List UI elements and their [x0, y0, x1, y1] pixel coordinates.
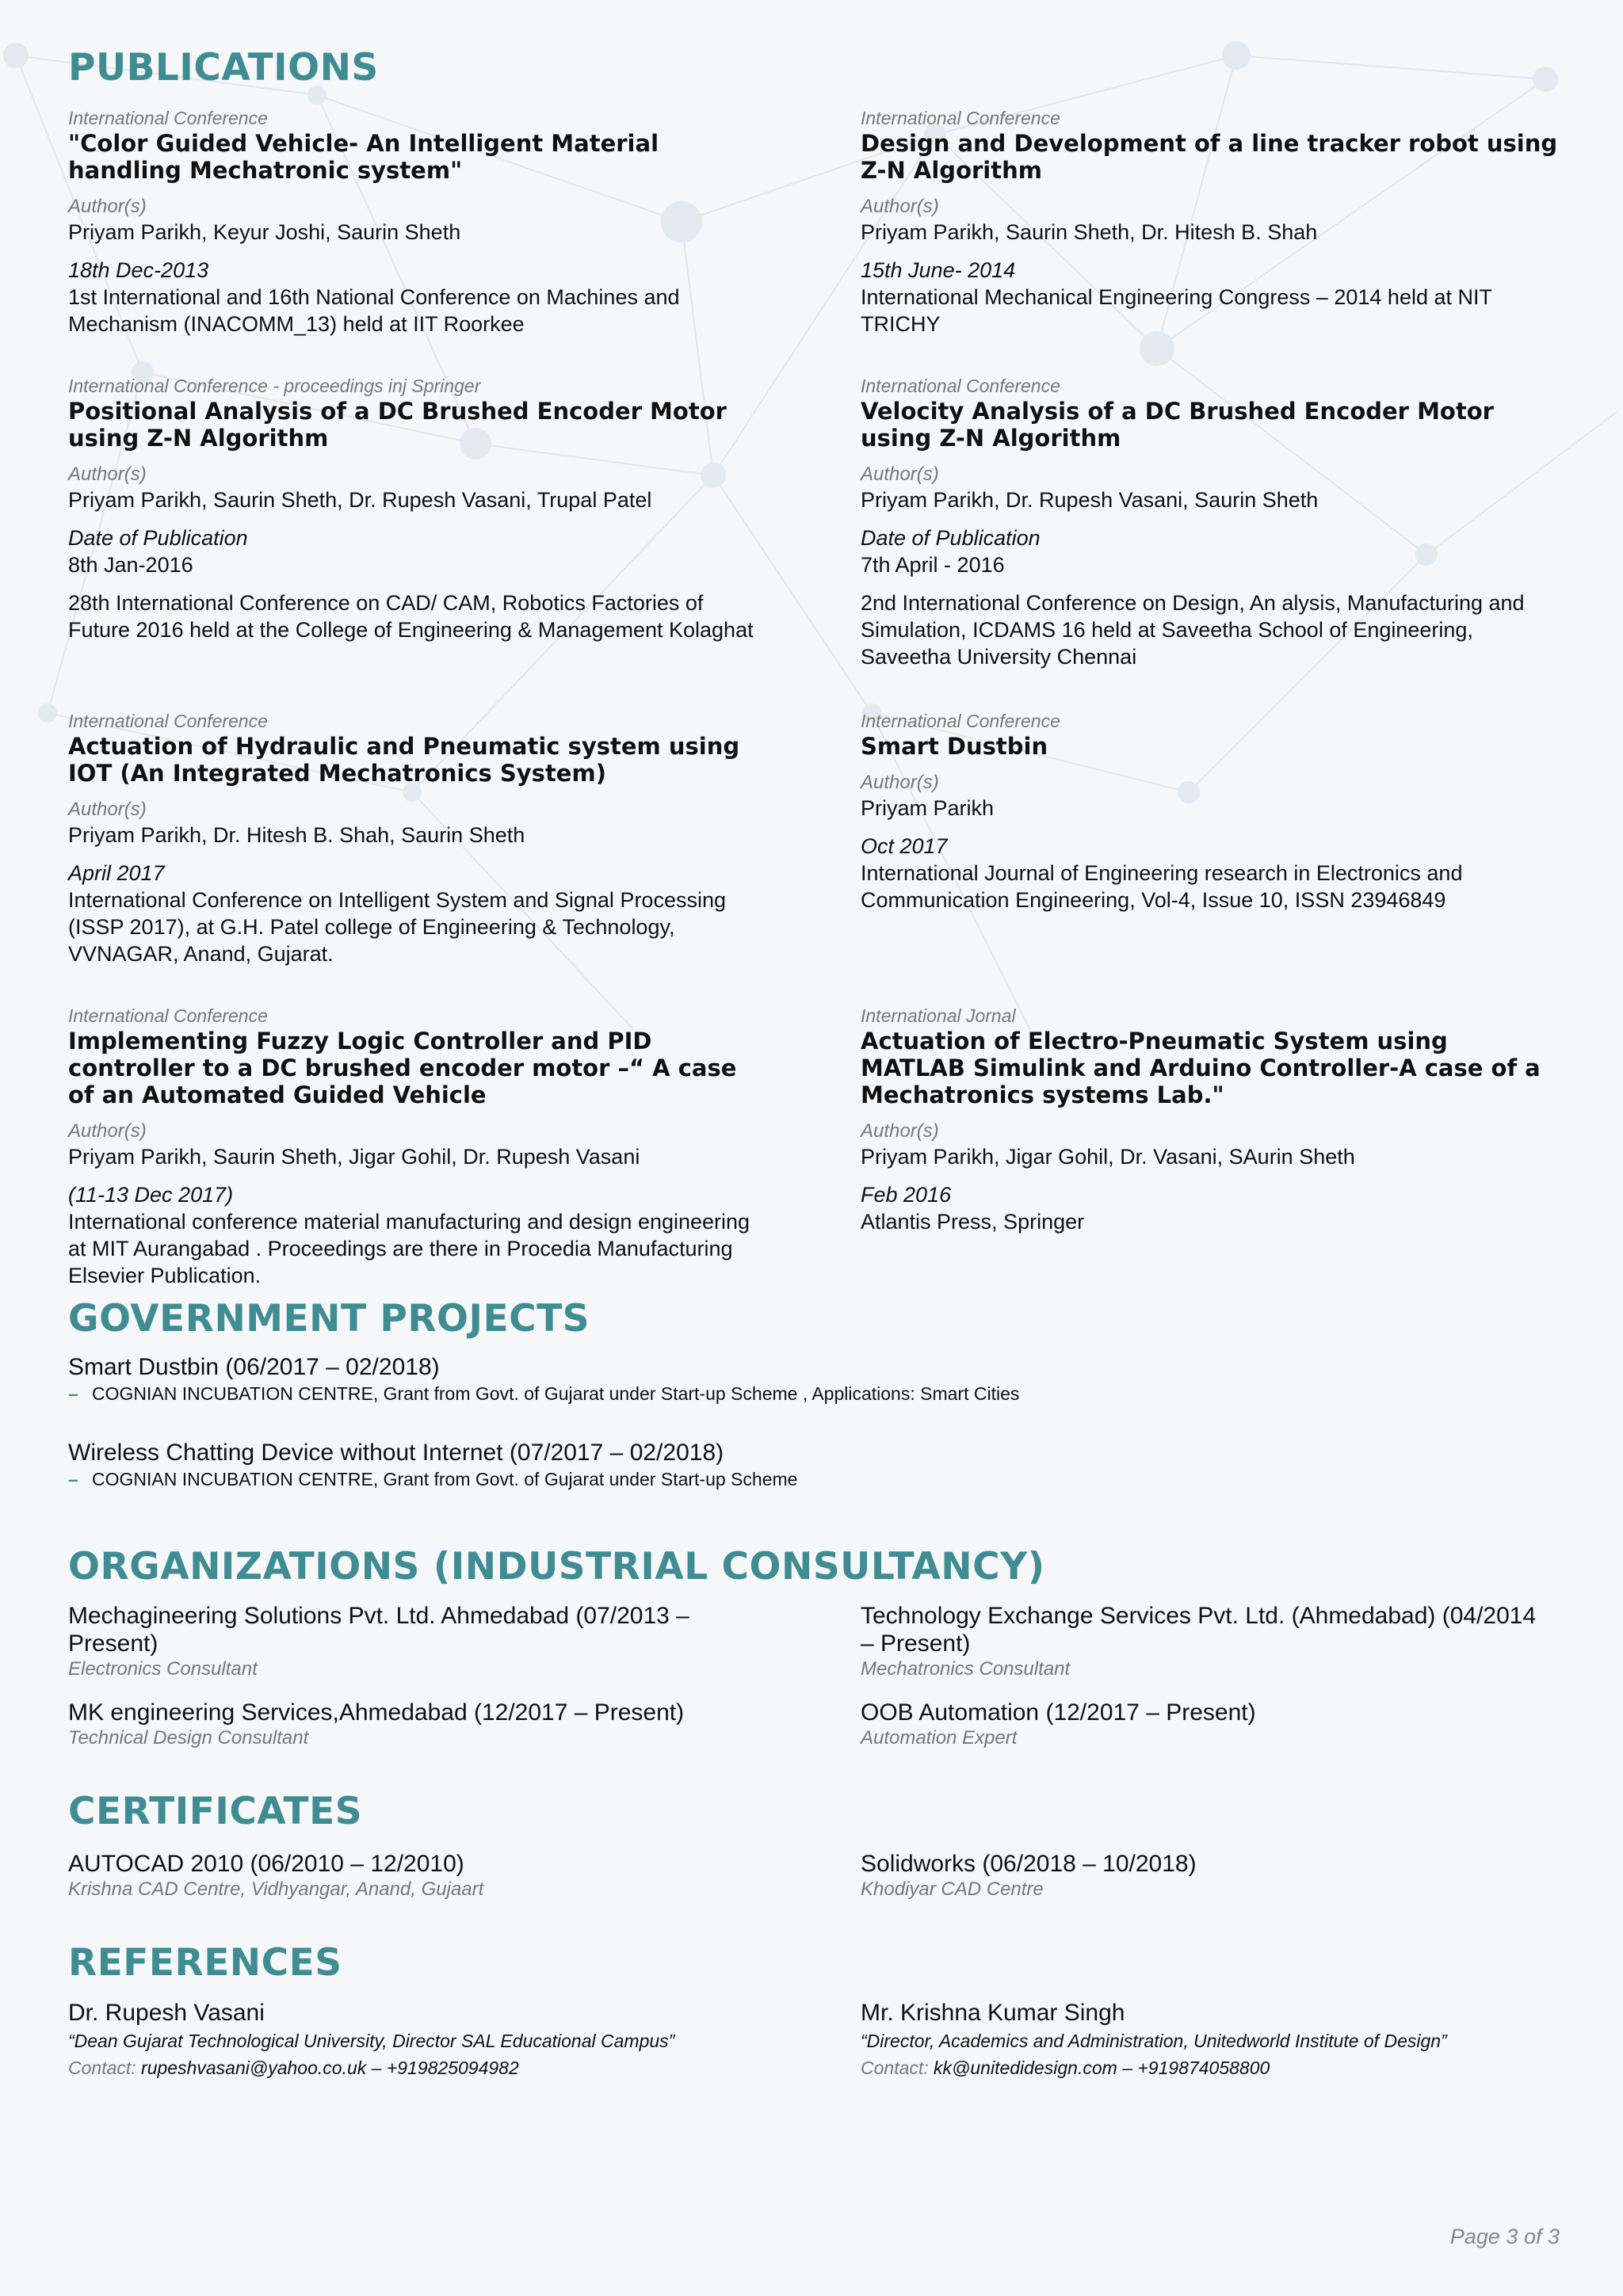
publication-venue: International conference material manufacturing and design engineering at MIT Aurangabad . Proceedings are there in Procedia Manufacturing Elsevier Publication. — [68, 1209, 750, 1287]
publication-venue: 1st International and 16th National Conference on Machines and Mechanism (INACOMM_13) held at IIT Roorkee — [68, 284, 680, 336]
publication-authors: Priyam Parikh, Jigar Gohil, Dr. Vasani, SAurin Sheth — [861, 1144, 1355, 1169]
publication-type: International Conference — [861, 375, 1060, 396]
publication-authors: Priyam Parikh, Keyur Joshi, Saurin Sheth — [68, 219, 461, 244]
publication-venue: Atlantis Press, Springer — [861, 1209, 1085, 1234]
publication-item — [68, 1004, 861, 1305]
authors-label: Author(s) — [68, 1119, 147, 1142]
authors-label: Author(s) — [861, 771, 939, 793]
contact-label: Contact: — [68, 2058, 136, 2079]
publication-type: International Conference — [68, 710, 268, 731]
publication-type: International Conference — [861, 710, 1060, 731]
organization-name: MK engineering Services,Ahmedabad (12/2017 – Present) — [68, 1699, 685, 1726]
publication-title: Actuation of Hydraulic and Pneumatic system using IOT (An Integrated Mechatronics System) — [68, 732, 740, 787]
publication-date: 18th Dec-2013 — [68, 257, 209, 282]
contact-label: Contact: — [861, 2058, 929, 2079]
certificate-item — [68, 1850, 861, 1901]
authors-label: Author(s) — [68, 195, 147, 217]
publication-type: International Conference — [68, 1005, 268, 1026]
publication-date: Oct 2017 — [861, 833, 948, 858]
publication-title: Actuation of Electro-Pneumatic System using MATLAB Simulink and Arduino Controller-A case of a Mechatronics systems Lab." — [861, 1027, 1541, 1108]
publication-date: 7th April - 2016 — [861, 552, 1005, 577]
reference-name: Mr. Krishna Kumar Singh — [861, 2000, 1125, 2027]
organization-name: OOB Automation (12/2017 – Present) — [861, 1699, 1256, 1726]
publication-date: (11-13 Dec 2017) — [68, 1182, 234, 1207]
authors-label: Author(s) — [861, 463, 939, 485]
publication-authors: Priyam Parikh, Saurin Sheth, Dr. Hitesh B. Shah — [861, 219, 1318, 244]
publication-item — [68, 374, 861, 709]
organization-item — [68, 1699, 861, 1750]
project-detail: COGNIAN INCUBATION CENTRE, Grant from Govt. of Gujarat under Start-up Scheme , Applications: Smart Cities — [92, 1383, 1020, 1405]
publication-type: International Conference — [861, 107, 1060, 128]
dash-bullet-icon: – — [68, 1469, 78, 1490]
authors-label: Author(s) — [861, 1119, 939, 1142]
publication-type: International Conference - proceedings inj Springer — [68, 375, 481, 396]
organization-item — [68, 1602, 861, 1681]
organization-item — [861, 1602, 1558, 1681]
publication-authors: Priyam Parikh, Dr. Rupesh Vasani, Saurin Sheth — [861, 487, 1319, 512]
authors-label: Author(s) — [68, 463, 147, 485]
organization-role: Electronics Consultant — [68, 1658, 258, 1680]
publication-item — [861, 709, 1558, 1004]
publication-venue: International Journal of Engineering research in Electronics and Communication Engineering, Vol-4, Issue 10, ISSN 23946849 — [861, 860, 1463, 912]
dash-bullet-icon: – — [68, 1383, 78, 1405]
organization-name: Technology Exchange Services Pvt. Ltd. (Ahmedabad) (04/2014 – Present) — [861, 1603, 1537, 1657]
project-item — [68, 1439, 1558, 1491]
reference-contact — [861, 2054, 1558, 2081]
organization-item — [861, 1699, 1558, 1750]
project-name: Smart Dustbin (06/2017 – 02/2018) — [68, 1354, 440, 1381]
certificates-heading: CERTIFICATES — [68, 1790, 363, 1834]
publication-date-label: Date of Publication — [861, 525, 1041, 550]
organization-role: Automation Expert — [861, 1727, 1018, 1749]
publication-venue: International Conference on Intelligent System and Signal Processing (ISSP 2017), at G.H. Patel college of Engineering & Technology, VVNAGAR, Anand, Gujarat. — [68, 887, 726, 966]
contact-separator: – — [371, 2058, 382, 2079]
organization-role: Technical Design Consultant — [68, 1727, 309, 1749]
publications-heading: PUBLICATIONS — [68, 46, 379, 90]
reference-item — [861, 1999, 1558, 2081]
publication-item — [68, 106, 861, 374]
certificate-issuer: Khodiyar CAD Centre — [861, 1878, 1044, 1900]
reference-phone: +919825094982 — [386, 2058, 519, 2079]
organization-role: Mechatronics Consultant — [861, 1658, 1071, 1680]
reference-contact — [68, 2054, 861, 2081]
project-item — [68, 1353, 1558, 1405]
reference-email[interactable]: rupeshvasani@yahoo.co.uk — [141, 2058, 367, 2079]
reference-title: “Dean Gujarat Technological University, Director SAL Educational Campus” — [68, 2031, 675, 2052]
authors-label: Author(s) — [68, 798, 147, 820]
publication-item — [68, 709, 861, 1004]
publication-type: International Jornal — [861, 1005, 1016, 1026]
publication-date-label: Date of Publication — [68, 525, 248, 550]
publication-date: 15th June- 2014 — [861, 257, 1016, 282]
authors-label: Author(s) — [861, 195, 939, 217]
reference-phone: +919874058800 — [1137, 2058, 1270, 2079]
publication-title: "Color Guided Vehicle- An Intelligent Material handling Mechatronic system" — [68, 129, 659, 184]
publication-title: Positional Analysis of a DC Brushed Encoder Motor using Z-N Algorithm — [68, 397, 727, 452]
organizations-heading: ORGANIZATIONS (INDUSTRIAL CONSULTANCY) — [68, 1545, 1045, 1589]
publication-title: Implementing Fuzzy Logic Controller and PID controller to a DC brushed encoder motor –“ A case of an Automated Guided Vehicle — [68, 1027, 737, 1108]
project-detail: COGNIAN INCUBATION CENTRE, Grant from Govt. of Gujarat under Start-up Scheme — [92, 1469, 798, 1490]
publication-title: Design and Development of a line tracker robot using Z-N Algorithm — [861, 129, 1558, 184]
publication-item — [861, 1004, 1558, 1305]
contact-separator: – — [1122, 2058, 1132, 2079]
publication-authors: Priyam Parikh — [861, 795, 995, 820]
references-heading: REFERENCES — [68, 1940, 342, 1985]
project-name: Wireless Chatting Device without Internet (07/2017 – 02/2018) — [68, 1440, 724, 1466]
publication-authors: Priyam Parikh, Saurin Sheth, Dr. Rupesh Vasani, Trupal Patel — [68, 487, 652, 512]
publication-venue: 28th International Conference on CAD/ CAM, Robotics Factories of Future 2016 held at the College of Engineering & Management Kolaghat — [68, 590, 754, 642]
certificate-name: AUTOCAD 2010 (06/2010 – 12/2010) — [68, 1850, 464, 1877]
reference-email[interactable]: kk@unitedidesign.com — [934, 2058, 1117, 2079]
publication-venue: 2nd International Conference on Design, An alysis, Manufacturing and Simulation, ICDAMS 16 held at Saveetha School of Engineering, Saveetha University Chennai — [861, 590, 1525, 669]
publication-title: Smart Dustbin — [861, 732, 1048, 760]
publication-item — [861, 106, 1558, 374]
publication-authors: Priyam Parikh, Saurin Sheth, Jigar Gohil, Dr. Rupesh Vasani — [68, 1144, 640, 1169]
publication-date: Feb 2016 — [861, 1182, 952, 1207]
government-projects-heading: GOVERNMENT PROJECTS — [68, 1296, 590, 1341]
publication-authors: Priyam Parikh, Dr. Hitesh B. Shah, Saurin Sheth — [68, 822, 525, 847]
publication-date: April 2017 — [68, 860, 165, 885]
certificate-issuer: Krishna CAD Centre, Vidhyangar, Anand, Gujaart — [68, 1878, 484, 1900]
publication-title: Velocity Analysis of a DC Brushed Encoder Motor using Z-N Algorithm — [861, 397, 1494, 452]
publication-item — [861, 374, 1558, 709]
reference-name: Dr. Rupesh Vasani — [68, 2000, 265, 2027]
page-number: Page 3 of 3 — [1449, 2225, 1560, 2248]
certificate-name: Solidworks (06/2018 – 10/2018) — [861, 1850, 1197, 1877]
reference-title: “Director, Academics and Administration, Unitedworld Institute of Design” — [861, 2031, 1447, 2052]
organization-name: Mechagineering Solutions Pvt. Ltd. Ahmedabad (07/2013 – Present) — [68, 1603, 689, 1657]
reference-item — [68, 1999, 861, 2081]
publication-date: 8th Jan-2016 — [68, 552, 193, 577]
certificate-item — [861, 1850, 1558, 1901]
publication-type: International Conference — [68, 107, 268, 128]
publication-venue: International Mechanical Engineering Congress – 2014 held at NIT TRICHY — [861, 284, 1492, 336]
